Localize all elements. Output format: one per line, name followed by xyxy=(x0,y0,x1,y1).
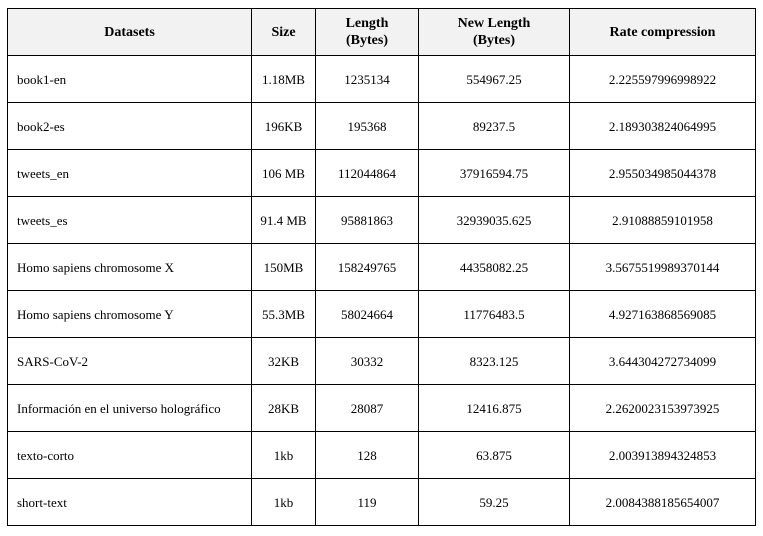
cell-rate: 2.003913894324853 xyxy=(570,432,756,479)
table-row xyxy=(8,291,756,338)
header-row xyxy=(8,9,756,56)
header-length-line1: Length xyxy=(345,16,389,31)
cell-new-length: 11776483.5 xyxy=(419,291,570,338)
cell-size: 1kb xyxy=(252,479,316,526)
cell-length: 195368 xyxy=(316,103,419,150)
cell-length: 30332 xyxy=(316,338,419,385)
cell-new-length: 63.875 xyxy=(419,432,570,479)
cell-rate: 2.225597996998922 xyxy=(570,56,756,103)
cell-rate: 2.189303824064995 xyxy=(570,103,756,150)
header-size: Size xyxy=(252,9,316,56)
cell-size: 32KB xyxy=(252,338,316,385)
table-row xyxy=(8,385,756,432)
cell-dataset: SARS-CoV-2 xyxy=(8,338,252,385)
header-length-line2: (Bytes) xyxy=(346,33,388,48)
header-new-length-line1: New Length xyxy=(457,16,531,31)
cell-size: 106 MB xyxy=(252,150,316,197)
cell-dataset: Homo sapiens chromosome Y xyxy=(8,291,252,338)
cell-size: 196KB xyxy=(252,103,316,150)
cell-rate: 2.2620023153973925 xyxy=(570,385,756,432)
header-length xyxy=(316,9,419,56)
cell-size: 55.3MB xyxy=(252,291,316,338)
header-rate-compression: Rate compression xyxy=(570,9,756,56)
table-row xyxy=(8,479,756,526)
cell-new-length: 44358082.25 xyxy=(419,244,570,291)
cell-new-length: 59.25 xyxy=(419,479,570,526)
cell-size: 1kb xyxy=(252,432,316,479)
cell-new-length: 554967.25 xyxy=(419,56,570,103)
cell-dataset: book2-es xyxy=(8,103,252,150)
cell-length: 158249765 xyxy=(316,244,419,291)
cell-dataset: tweets_es xyxy=(8,197,252,244)
table-row xyxy=(8,432,756,479)
cell-size: 28KB xyxy=(252,385,316,432)
table-body xyxy=(8,56,756,526)
cell-length: 28087 xyxy=(316,385,419,432)
header-datasets: Datasets xyxy=(8,9,252,56)
cell-size: 1.18MB xyxy=(252,56,316,103)
table-row xyxy=(8,338,756,385)
cell-new-length: 37916594.75 xyxy=(419,150,570,197)
cell-size: 91.4 MB xyxy=(252,197,316,244)
table-header xyxy=(8,9,756,56)
cell-length: 119 xyxy=(316,479,419,526)
cell-length: 112044864 xyxy=(316,150,419,197)
cell-dataset: tweets_en xyxy=(8,150,252,197)
cell-new-length: 89237.5 xyxy=(419,103,570,150)
table-row xyxy=(8,150,756,197)
cell-length: 1235134 xyxy=(316,56,419,103)
cell-rate: 2.955034985044378 xyxy=(570,150,756,197)
table-row xyxy=(8,56,756,103)
cell-dataset: Homo sapiens chromosome X xyxy=(8,244,252,291)
cell-rate: 4.927163868569085 xyxy=(570,291,756,338)
table-row xyxy=(8,103,756,150)
header-new-length-line2: (Bytes) xyxy=(473,33,515,48)
cell-length: 128 xyxy=(316,432,419,479)
cell-new-length: 32939035.625 xyxy=(419,197,570,244)
cell-rate: 3.5675519989370144 xyxy=(570,244,756,291)
table-row xyxy=(8,244,756,291)
cell-dataset: short-text xyxy=(8,479,252,526)
cell-rate: 3.644304272734099 xyxy=(570,338,756,385)
table-row xyxy=(8,197,756,244)
cell-length: 58024664 xyxy=(316,291,419,338)
header-new-length xyxy=(419,9,570,56)
cell-new-length: 8323.125 xyxy=(419,338,570,385)
cell-dataset: book1-en xyxy=(8,56,252,103)
cell-length: 95881863 xyxy=(316,197,419,244)
cell-rate: 2.0084388185654007 xyxy=(570,479,756,526)
compression-results-table xyxy=(7,8,756,526)
cell-dataset: texto-corto xyxy=(8,432,252,479)
cell-rate: 2.91088859101958 xyxy=(570,197,756,244)
cell-size: 150MB xyxy=(252,244,316,291)
cell-dataset: Información en el universo holográfico xyxy=(8,385,252,432)
cell-new-length: 12416.875 xyxy=(419,385,570,432)
